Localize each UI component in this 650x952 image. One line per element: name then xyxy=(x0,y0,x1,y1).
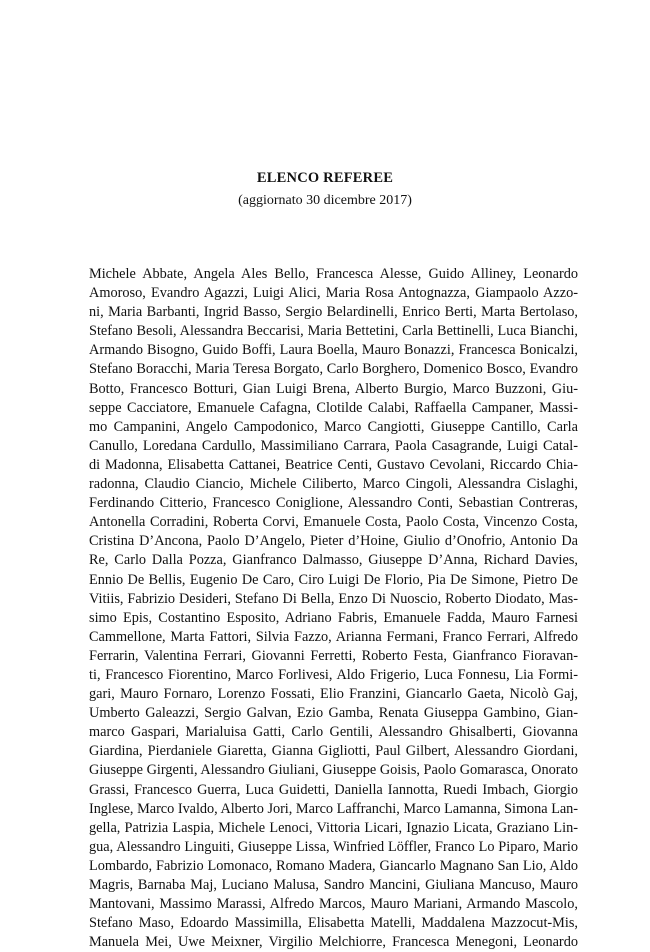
text-line: Stefano Besoli, Alessandra Beccarisi, Maria Bettetini, Carla Bettinelli, Luca Bianchi, xyxy=(89,323,578,340)
text-line: Inglese, Marco Ivaldo, Alberto Jori, Marco Laffranchi, Marco Lamanna, Simona Lan- xyxy=(89,800,578,817)
text-line: Cammellone, Marta Fattori, Silvia Fazzo, Arianna Fermani, Franco Ferrari, Alfredo xyxy=(89,628,578,645)
text-line: Manuela Mei, Uwe Meixner, Virgilio Melchiorre, Francesca Menegoni, Leonardo xyxy=(89,934,578,951)
text-line: Cristina D’Ancona, Paolo D’Angelo, Pieter d’Hoine, Giulio d’Onofrio, Antonio Da xyxy=(89,533,578,550)
text-line: Magris, Barnaba Maj, Luciano Malusa, Sandro Mancini, Giuliana Mancuso, Mauro xyxy=(89,877,578,893)
text-line: Ferrarin, Valentina Ferrari, Giovanni Ferretti, Roberto Festa, Gianfranco Fioravan- xyxy=(89,647,578,664)
text-line: gua, Alessandro Linguiti, Giuseppe Lissa, Winfried Löffler, Franco Lo Piparo, Mario xyxy=(89,838,578,855)
referee-list xyxy=(89,265,578,952)
page-title: ELENCO REFEREE xyxy=(256,170,394,186)
text-line: Giuseppe Girgenti, Alessandro Giuliani, Giuseppe Goisis, Paolo Gomarasca, Onorato xyxy=(89,762,578,779)
text-line: Ferdinando Citterio, Francesco Coniglione, Alessandro Conti, Sebastian Contreras, xyxy=(89,495,578,512)
text-line: Re, Carlo Dalla Pozza, Gianfranco Dalmasso, Giuseppe D’Anna, Richard Davies, xyxy=(89,552,578,569)
text-line: Armando Bisogno, Guido Boffi, Laura Boella, Mauro Bonazzi, Francesca Bonicalzi, xyxy=(89,342,578,359)
text-line: seppe Cacciatore, Emanuele Cafagna, Clotilde Calabi, Raffaella Campaner, Massi- xyxy=(89,399,578,416)
text-line: Mantovani, Massimo Marassi, Alfredo Marcos, Mauro Mariani, Armando Mascolo, xyxy=(89,896,578,913)
text-line: gari, Mauro Fornaro, Lorenzo Fossati, Elio Franzini, Giancarlo Gaeta, Nicolò Gaj, xyxy=(89,686,578,703)
text-line: Amoroso, Evandro Agazzi, Luigi Alici, Maria Rosa Antognazza, Giampaolo Azzo- xyxy=(89,285,578,302)
text-line: simo Epis, Costantino Esposito, Adriano Fabris, Emanuele Fadda, Mauro Farnesi xyxy=(89,609,578,626)
text-line: mo Campanini, Angelo Campodonico, Marco Cangiotti, Giuseppe Cantillo, Carla xyxy=(89,418,578,435)
text-line: Umberto Galeazzi, Sergio Galvan, Ezio Gamba, Renata Giuseppa Gambino, Gian- xyxy=(89,705,578,722)
text-line: Stefano Boracchi, Maria Teresa Borgato, Carlo Borghero, Domenico Bosco, Evandro xyxy=(89,361,578,378)
text-line: Canullo, Loredana Cardullo, Massimiliano Carrara, Paola Casagrande, Luigi Catal- xyxy=(89,437,578,454)
text-line: Botto, Francesco Botturi, Gian Luigi Brena, Alberto Burgio, Marco Buzzoni, Giu- xyxy=(89,380,578,397)
text-line: Michele Abbate, Angela Ales Bello, Francesca Alesse, Guido Alliney, Leonardo xyxy=(89,266,578,282)
text-line: Stefano Maso, Edoardo Massimilla, Elisabetta Matelli, Maddalena Mazzocut-Mis, xyxy=(89,915,578,932)
text-line: Lombardo, Fabrizio Lomonaco, Romano Madera, Giancarlo Magnano San Lio, Aldo xyxy=(89,857,578,874)
page-subtitle: (aggiornato 30 dicembre 2017) xyxy=(238,193,412,208)
text-line: Vitiis, Fabrizio Desideri, Stefano Di Bella, Enzo Di Nuoscio, Roberto Diodato, Mas- xyxy=(89,590,578,607)
text-line: Grassi, Francesco Guerra, Luca Guidetti, Daniella Iannotta, Ruedi Imbach, Giorgio xyxy=(89,781,578,798)
text-line: ti, Francesco Fiorentino, Marco Forlivesi, Aldo Frigerio, Luca Fonnesu, Lia Formi- xyxy=(89,666,578,683)
text-line: Antonella Corradini, Roberta Corvi, Emanuele Costa, Paolo Costa, Vincenzo Costa, xyxy=(89,514,578,531)
text-line: Ennio De Bellis, Eugenio De Caro, Ciro Luigi De Florio, Pia De Simone, Pietro De xyxy=(89,571,578,588)
text-line: Giardina, Pierdaniele Giaretta, Gianna Gigliotti, Paul Gilbert, Alessandro Giordani, xyxy=(89,743,578,760)
text-line: radonna, Claudio Ciancio, Michele Ciliberto, Marco Cingoli, Alessandra Cislaghi, xyxy=(89,476,578,493)
text-line: marco Gaspari, Marialuisa Gatti, Carlo Gentili, Alessandro Ghisalberti, Giovanna xyxy=(89,724,578,741)
text-line: di Madonna, Elisabetta Cattanei, Beatrice Centi, Gustavo Cevolani, Riccardo Chia- xyxy=(89,456,578,473)
text-line: gella, Patrizia Laspia, Michele Lenoci, Vittoria Licari, Ignazio Licata, Graziano Lin- xyxy=(89,819,578,836)
text-line: ni, Maria Barbanti, Ingrid Basso, Sergio Belardinelli, Enrico Berti, Marta Bertolaso, xyxy=(89,304,578,321)
